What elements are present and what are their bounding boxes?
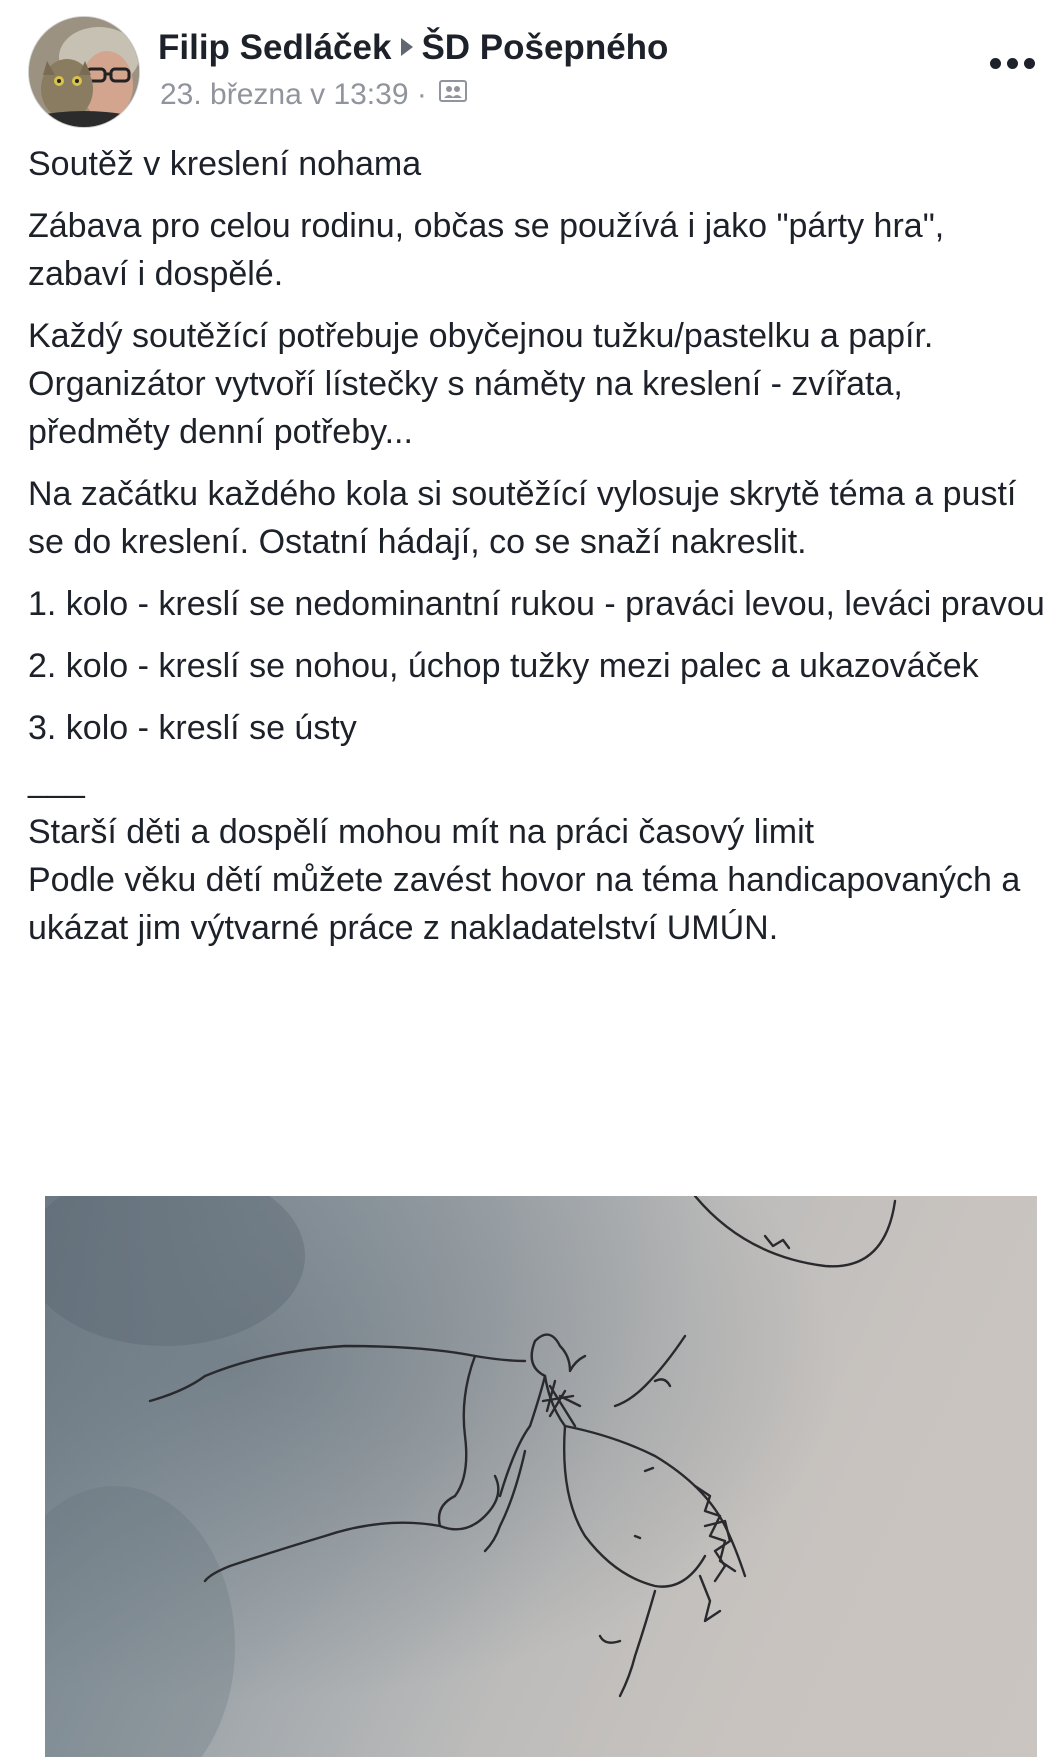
author-name[interactable]: Filip Sedláček	[158, 28, 392, 67]
post-divider: ___	[28, 761, 85, 799]
post-paragraph: 2. kolo - kreslí se nohou, úchop tužky mezi palec a ukazováček	[28, 647, 979, 685]
post-paragraph: Zábava pro celou rodinu, občas se používá i jako "párty hra", zabaví i dospělé.	[28, 207, 954, 293]
post-timestamp[interactable]: 23. března v 13:39	[160, 78, 409, 111]
post-photo[interactable]	[45, 1196, 1037, 1757]
post-text	[28, 140, 1048, 966]
post-paragraph: Každý soutěžící potřebuje obyčejnou tužku/pastelku a papír. Organizátor vytvoří lístečky s náměty na kreslení - zvířata, předměty denní potřeby...	[28, 317, 943, 451]
post-meta	[160, 78, 467, 113]
group-name[interactable]: ŠD Pošepného	[421, 28, 669, 67]
pencil-drawing-icon	[45, 1196, 1037, 1757]
post-paragraph: 1. kolo - kreslí se nedominantní rukou - praváci levou, leváci pravou	[28, 585, 1045, 623]
right-arrow-icon	[401, 38, 413, 56]
more-options-icon[interactable]	[988, 50, 1038, 74]
meta-separator: ·	[416, 78, 427, 111]
post-header	[28, 16, 1038, 126]
post-paragraph: Starší děti a dospělí mohou mít na práci časový limit Podle věku dětí můžete zavést hovor na téma handicapovaných a ukázat jim výtvarné práce z nakladatelství UMÚN.	[28, 813, 1021, 947]
post-paragraph: Soutěž v kreslení nohama	[28, 145, 422, 183]
post-paragraph: 3. kolo - kreslí se ústy	[28, 709, 357, 747]
group-audience-icon	[439, 76, 467, 110]
post-paragraph: Na začátku každého kola si soutěžící vylosuje skrytě téma a pustí se do kreslení. Ostatní hádají, co se snaží nakreslit.	[28, 475, 1026, 561]
author-avatar[interactable]	[28, 16, 140, 128]
author-line	[158, 28, 668, 68]
avatar-photo-icon	[29, 17, 139, 127]
